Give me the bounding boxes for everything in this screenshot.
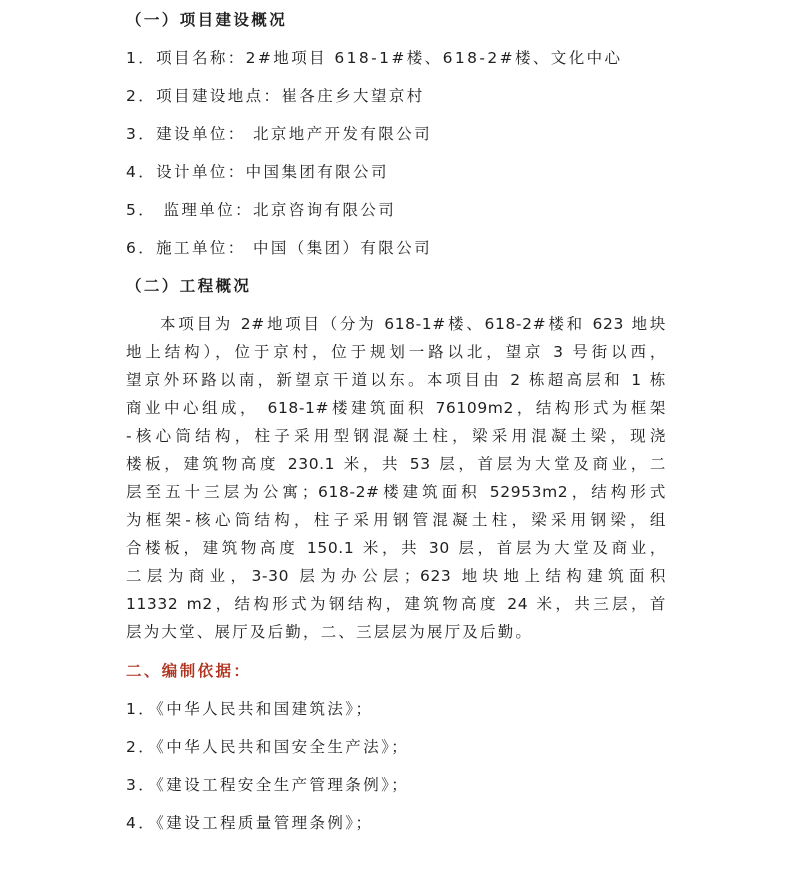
paragraph-line: 为框架-核心筒结构，柱子采用钢管混凝土柱，梁采用钢梁，组 [126,511,666,529]
paragraph-line: 层至五十三层为公寓；618-2#楼建筑面积 52953m2，结构形式 [126,483,666,501]
paragraph-line: 望京外环路以南，新望京干道以东。本项目由 2 栋超高层和 1 栋 [126,371,666,389]
paragraph-line: -核心筒结构，柱子采用型钢混凝土柱，梁采用混凝土梁，现浇 [126,427,666,445]
section-heading-compilation-basis: 二、编制依据： [126,662,252,680]
list-item: 3．《建设工程安全生产管理条例》； [126,776,410,794]
list-item: 4．《建设工程质量管理条例》； [126,814,374,832]
paragraph-line: 二层为商业，3-30 层为办公层；623 地块地上结构建筑面积 [126,567,666,585]
paragraph-line: 层为大堂、展厅及后勤，二、三层层为展厅及后勤。 [126,623,534,641]
section-heading-engineering-overview: （二）工程概况 [126,277,252,295]
section-heading-project-overview: （一）项目建设概况 [126,11,288,29]
paragraph-line: 商业中心组成， 618-1#楼建筑面积 76109m2，结构形式为框架 [126,399,666,417]
paragraph-line: 合楼板，建筑物高度 150.1 米，共 30 层，首层为大堂及商业， [126,539,666,557]
list-item: 1．《中华人民共和国建筑法》； [126,700,374,718]
list-item: 5． 监理单位：北京咨询有限公司 [126,201,397,219]
list-item: 4．设计单位：中国集团有限公司 [126,163,389,181]
list-item: 2．《中华人民共和国安全生产法》； [126,738,410,756]
paragraph-line: 地上结构），位于京村，位于规划一路以北，望京 3 号街以西， [126,343,666,361]
list-item: 3．建设单位： 北京地产开发有限公司 [126,125,432,143]
paragraph-line: 11332 m2，结构形式为钢结构，建筑物高度 24 米，共三层，首 [126,595,666,613]
list-item: 6．施工单位： 中国（集团）有限公司 [126,239,432,257]
paragraph-line: 楼板，建筑物高度 230.1 米，共 53 层，首层为大堂及商业，二 [126,455,666,473]
paragraph-line: 本项目为 2#地项目（分为 618-1#楼、618-2#楼和 623 地块 [160,315,666,333]
list-item: 2．项目建设地点：崔各庄乡大望京村 [126,87,425,105]
list-item: 1．项目名称：2#地项目 618-1#楼、618-2#楼、文化中心 [126,49,623,67]
